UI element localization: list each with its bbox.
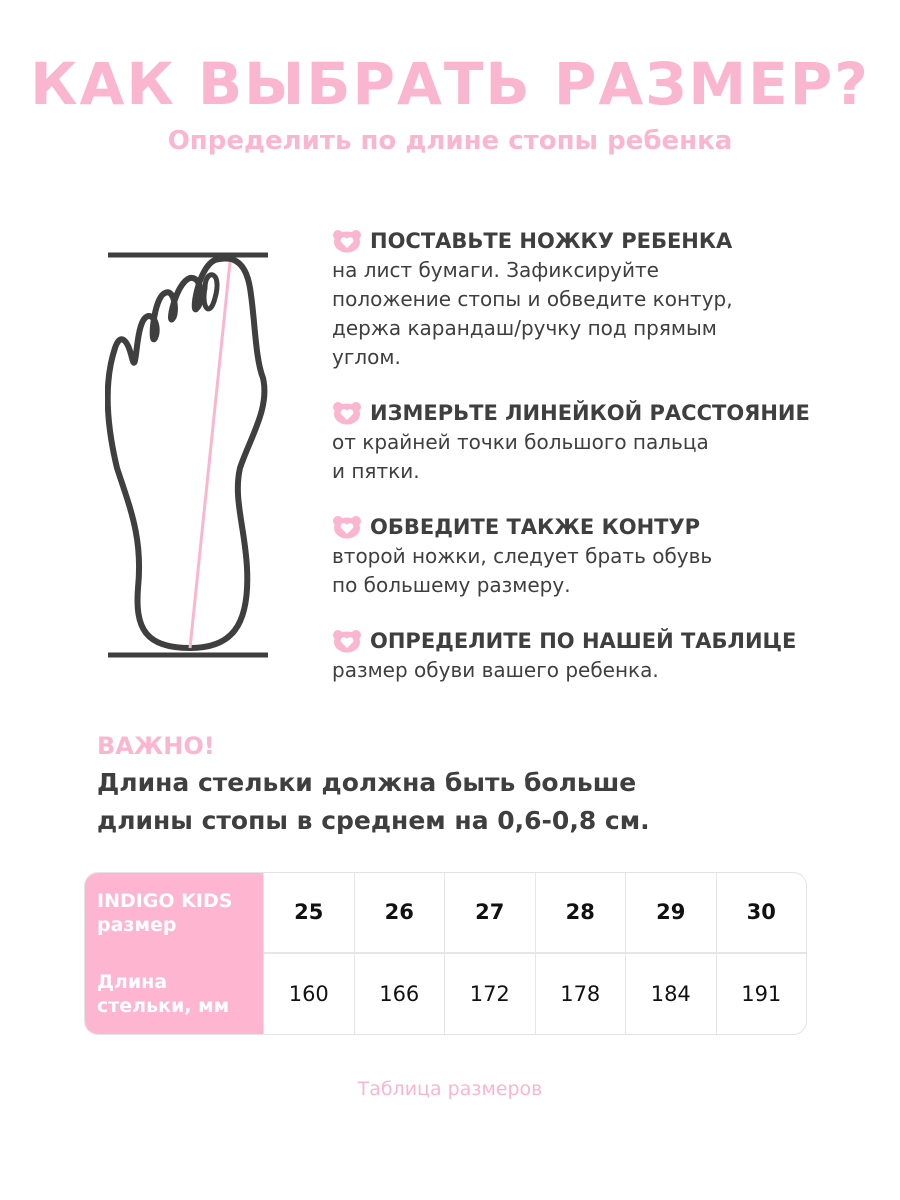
size-cell: 30 (716, 873, 807, 954)
header-line: Длина (97, 970, 168, 993)
header-line: INDIGO KIDS (97, 890, 233, 913)
length-cell: 178 (535, 954, 626, 1035)
step-2 (332, 398, 832, 486)
bear-heart-icon (332, 515, 362, 539)
size-cell: 26 (354, 873, 445, 954)
table-row-sizes (85, 873, 806, 954)
table-caption: Таблица размеров (357, 1078, 543, 1100)
size-cell: 25 (263, 873, 354, 954)
important-label: ВАЖНО! (97, 732, 215, 760)
bear-heart-icon (332, 229, 362, 253)
size-table (84, 872, 807, 1035)
instruction-steps (332, 226, 832, 711)
step-heading: ОПРЕДЕЛИТЕ ПО НАШЕЙ ТАБЛИЦЕ (370, 629, 797, 653)
step-text: от крайней точки большого пальца и пятки. (332, 430, 709, 483)
header-line: размер (97, 914, 177, 937)
header-line: стельки, мм (97, 994, 230, 1017)
foot-outline-illustration (105, 248, 275, 663)
length-cell: 172 (444, 954, 535, 1035)
length-cell: 160 (263, 954, 354, 1035)
page-subtitle: Определить по длине стопы ребенка (167, 126, 733, 156)
table-row-lengths (85, 954, 806, 1035)
length-cell: 191 (716, 954, 807, 1035)
bear-heart-icon (332, 401, 362, 425)
size-cell: 28 (535, 873, 626, 954)
step-4 (332, 626, 832, 685)
step-text: на лист бумаги. Зафиксируйте положение стопы и обведите контур, держа карандаш/ручку под прямым углом. (332, 258, 733, 369)
step-heading: ПОСТАВЬТЕ НОЖКУ РЕБЕНКА (370, 229, 733, 253)
row-header-length (85, 954, 263, 1035)
important-text: Длина стельки должна быть больше длины стопы в среднем на 0,6-0,8 см. (97, 768, 650, 835)
step-text: второй ножки, следует брать обувь по большему размеру. (332, 544, 713, 597)
step-text: размер обуви вашего ребенка. (332, 658, 659, 682)
size-cell: 29 (625, 873, 716, 954)
row-header-size (85, 873, 263, 954)
size-cell: 27 (444, 873, 535, 954)
step-3 (332, 512, 832, 600)
step-1 (332, 226, 832, 372)
step-heading: ОБВЕДИТЕ ТАКЖЕ КОНТУР (370, 515, 701, 539)
page-title: КАК ВЫБРАТЬ РАЗМЕР? (30, 50, 870, 118)
step-heading: ИЗМЕРЬТЕ ЛИНЕЙКОЙ РАССТОЯНИЕ (370, 401, 810, 425)
length-cell: 166 (354, 954, 445, 1035)
length-cell: 184 (625, 954, 716, 1035)
bear-heart-icon (332, 629, 362, 653)
